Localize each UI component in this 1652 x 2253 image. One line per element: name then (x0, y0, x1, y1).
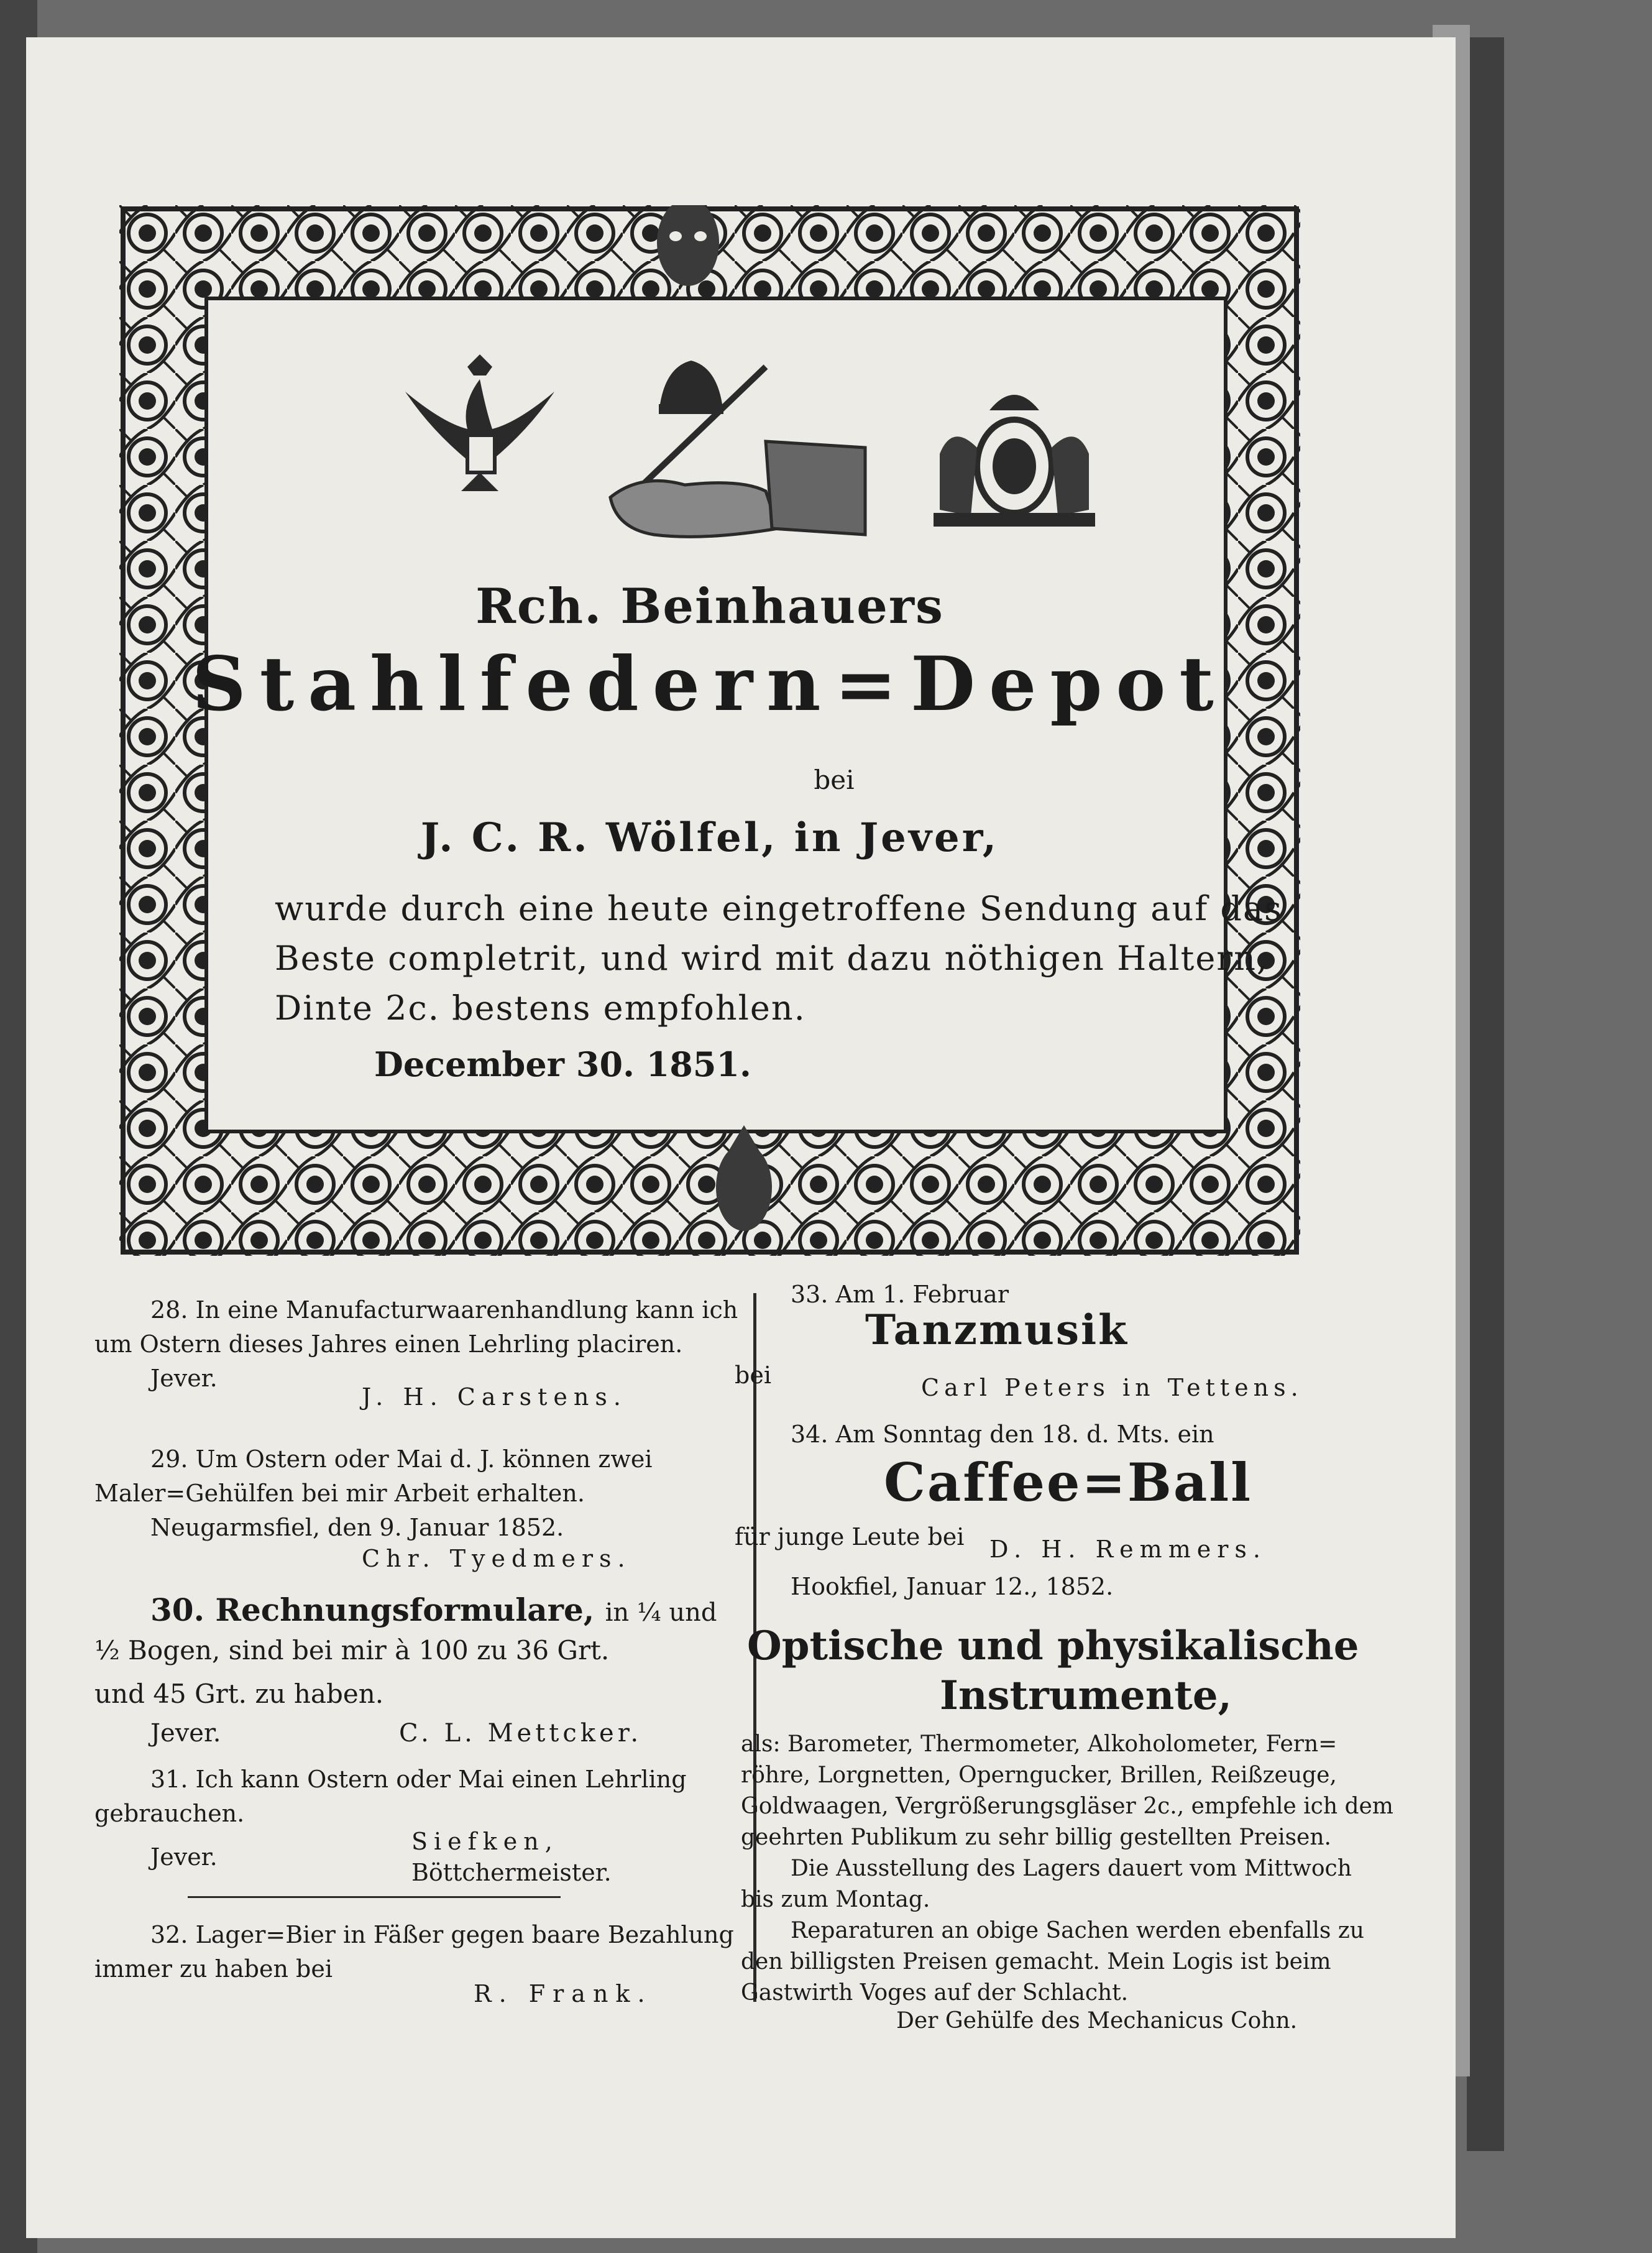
ad-34-signature: D. H. Remmers. (989, 1536, 1267, 1563)
ad-number: 31. (150, 1766, 188, 1793)
ad-text: Am 1. Februar (835, 1281, 1009, 1308)
ad-separator (188, 1896, 561, 1898)
ad-number: 33. (791, 1281, 828, 1308)
ad-33-signature: Carl Peters in Tettens. (921, 1374, 1303, 1401)
header-date: December 30. 1851. (374, 1044, 751, 1084)
ad-28-line-2: um Ostern dieses Jahres einen Lehrling placiren. (94, 1330, 683, 1358)
optics-line-9: Gastwirth Voges auf der Schlacht. (741, 1980, 1129, 2006)
ad-28-place: Jever. (150, 1365, 218, 1392)
ad-heading: Rechnungsformulare, (215, 1592, 595, 1628)
ad-29-place: Neugarmsfiel, den 9. Januar 1852. (150, 1514, 564, 1541)
newspaper-page (26, 37, 1456, 2238)
ad-34-line-1 (791, 1421, 1214, 1448)
bei-text: bei (814, 765, 855, 795)
ad-33-line-1 (791, 1281, 1009, 1308)
optics-line-7: Reparaturen an obige Sachen werden ebenfalls zu (791, 1918, 1364, 1943)
optics-line-8: den billigsten Preisen gemacht. Mein Logis ist beim (741, 1949, 1331, 1974)
ad-31-signature-title: Böttchermeister. (411, 1859, 612, 1886)
optics-line-5: Die Ausstellung des Lagers dauert vom Mittwoch (791, 1856, 1352, 1881)
crown-icon (659, 361, 723, 414)
optics-heading-1: Optische und physikalische (747, 1623, 1359, 1669)
ad-30-line-3: und 45 Grt. zu haben. (94, 1679, 384, 1709)
ad-33-heading: Tanzmusik (865, 1306, 1129, 1354)
ad-number: 32. (150, 1921, 188, 1948)
ad-text: Lager=Bier in Fäßer gegen baare Bezahlung (195, 1921, 734, 1948)
ad-text: Ich kann Ostern oder Mai einen Lehrling (195, 1766, 687, 1793)
ornamental-frame (119, 205, 1300, 1256)
body-line-1: wurde durch eine heute eingetroffene Sendung auf das (275, 889, 1283, 928)
ad-31-signature: Siefken, (411, 1828, 559, 1855)
ad-text: In eine Manufacturwaarenhandlung kann ich (195, 1296, 738, 1324)
ad-32-line-1 (150, 1921, 734, 1948)
ad-29-line-1 (150, 1445, 653, 1473)
page-title: Stahlfedern=Depot (192, 640, 1228, 728)
ad-34-date: Hookfiel, Januar 12., 1852. (791, 1573, 1114, 1600)
ad-30-line-2: ½ Bogen, sind bei mir à 100 zu 36 Grt. (94, 1635, 610, 1666)
ad-text: Am Sonntag den 18. d. Mts. ein (835, 1421, 1214, 1448)
merchant-name: Rch. Beinhauers (475, 578, 944, 635)
ad-number: 28. (150, 1296, 188, 1324)
ad-29-signature: Chr. Tyedmers. (362, 1545, 631, 1572)
ad-30-signature: C. L. Mettcker. (399, 1719, 643, 1748)
ad-33-bei: bei (735, 1361, 771, 1389)
ad-32-signature: R. Frank. (474, 1980, 653, 2007)
optics-line-4: geehrten Publikum zu sehr billig gestellten Preisen. (741, 1825, 1331, 1850)
ad-31-line-2: gebrauchen. (94, 1800, 245, 1827)
ad-28-signature: J. H. Carstens. (362, 1383, 627, 1411)
ad-34-heading: Caffee=Ball (884, 1452, 1253, 1513)
body-line-2: Beste completrit, und wird mit dazu nöthigen Haltern, (275, 939, 1269, 978)
ad-number: 30. (150, 1592, 204, 1628)
optics-line-6: bis zum Montag. (741, 1887, 930, 1912)
optics-heading-2: Instrumente, (940, 1672, 1232, 1719)
dealer-name: J. C. R. Wölfel, in Jever, (420, 814, 999, 861)
emblems (393, 354, 1139, 553)
optics-signature: Der Gehülfe des Mechanicus Cohn. (896, 2008, 1298, 2034)
ad-number: 29. (150, 1445, 188, 1473)
optics-line-3: Goldwaagen, Vergrößerungsgläser 2c., empfehle ich dem (741, 1794, 1393, 1819)
ad-31-line-1 (150, 1766, 687, 1793)
ad-30-place: Jever. (150, 1719, 221, 1748)
ad-number: 34. (791, 1421, 828, 1448)
ad-text: Um Ostern oder Mai d. J. können zwei (195, 1445, 653, 1473)
royal-arms-icon (934, 395, 1095, 527)
ad-34-sub: für junge Leute bei (735, 1523, 965, 1550)
ad-31-place: Jever. (150, 1843, 218, 1871)
ad-28-line-1 (150, 1296, 738, 1324)
optics-line-1: als: Barometer, Thermometer, Alkoholometer, Fern= (741, 1731, 1338, 1757)
ad-32-line-2: immer zu haben bei (94, 1955, 333, 1983)
writing-hand-quill-icon (610, 367, 865, 537)
body-line-3: Dinte 2c. bestens empfohlen. (275, 988, 806, 1028)
book-binding-dark (1467, 37, 1504, 2151)
optics-line-2: röhre, Lorgnetten, Operngucker, Brillen, Reißzeuge, (741, 1762, 1337, 1788)
ad-30-line-1 (150, 1592, 717, 1628)
ad-text: in ¼ und (605, 1598, 717, 1627)
austrian-eagle-icon (405, 354, 554, 491)
ad-29-line-2: Maler=Gehülfen bei mir Arbeit erhalten. (94, 1480, 585, 1507)
